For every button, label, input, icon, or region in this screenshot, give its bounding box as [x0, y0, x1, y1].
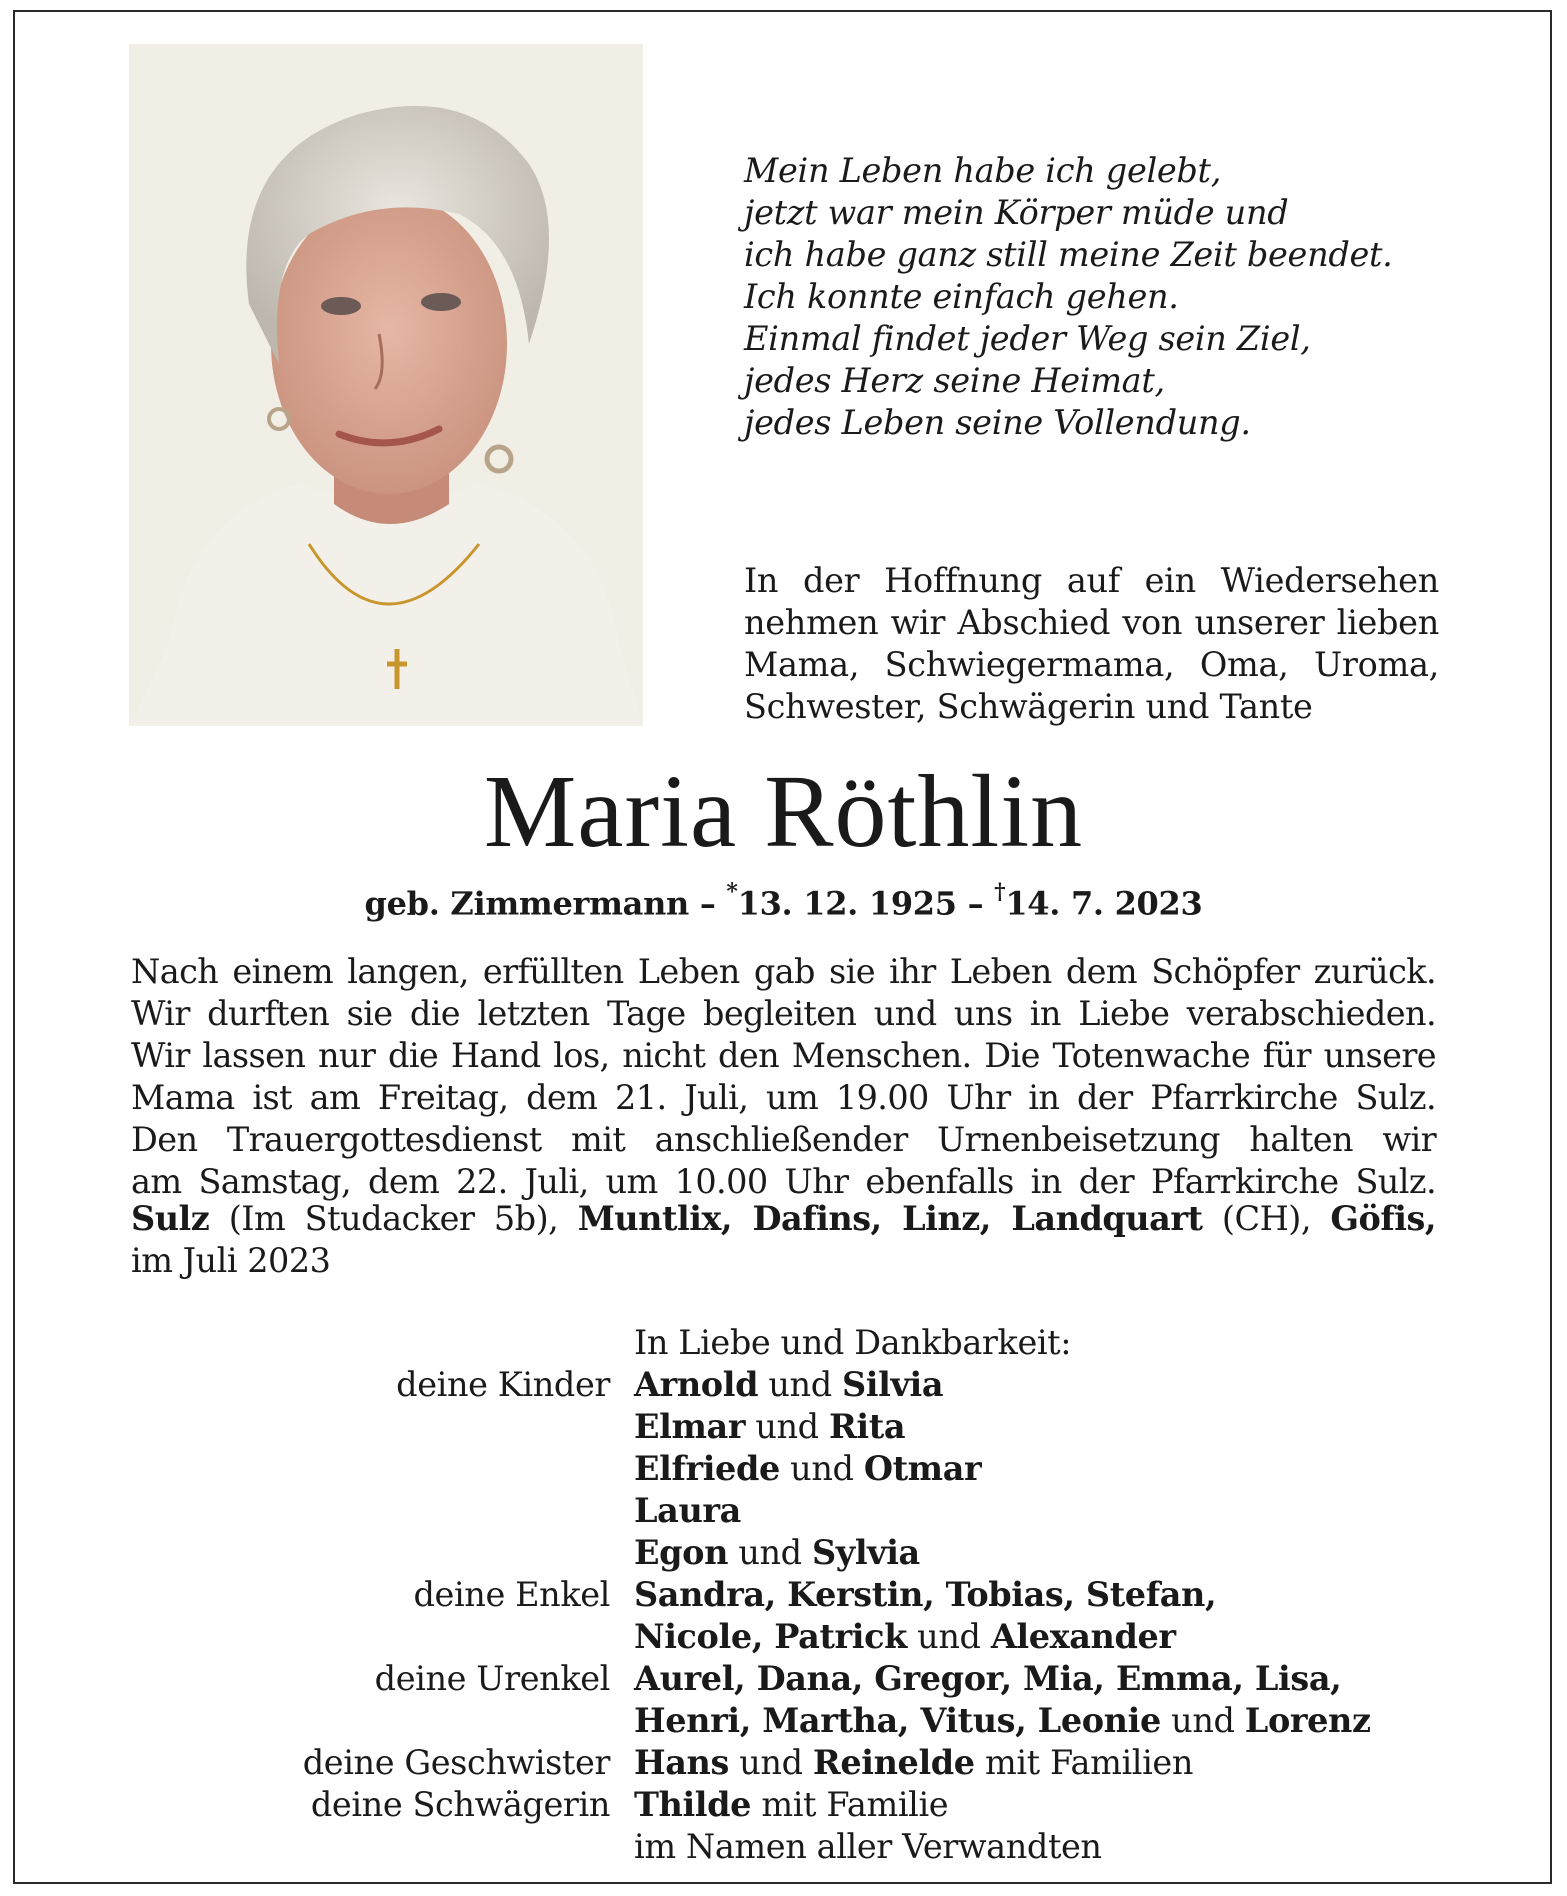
conjunction: und	[790, 1449, 854, 1488]
person-names: Aurel, Dana, Gregor, Mia, Emma, Lisa,	[634, 1659, 1342, 1698]
family-row	[0, 1700, 1567, 1742]
body-line: Wir durften sie die letzten Tage begleiten und uns in Liebe verabschieden.	[131, 994, 1436, 1033]
conjunction: und	[738, 1533, 802, 1572]
poem-line: Ich konnte einfach gehen.	[744, 277, 1179, 316]
person-name: Rita	[828, 1407, 906, 1446]
places-line	[131, 1198, 1436, 1240]
birth-date: 13. 12. 1925	[737, 884, 957, 923]
person-name: Otmar	[863, 1449, 982, 1488]
place-sulz: Sulz	[131, 1199, 210, 1238]
country-ch: (CH),	[1221, 1199, 1312, 1238]
person-name: Arnold	[634, 1365, 759, 1404]
body-line: Mama ist am Freitag, dem 21. Juli, um 19.00 Uhr in der Pfarrkirche Sulz.	[131, 1078, 1436, 1117]
conjunction: und	[739, 1743, 803, 1782]
person-names: Nicole, Patrick	[634, 1617, 907, 1656]
deceased-name: Maria Röthlin	[483, 754, 1084, 869]
poem-line: jedes Herz seine Heimat,	[744, 361, 1165, 400]
person-name: Lorenz	[1244, 1701, 1371, 1740]
family-row	[0, 1616, 1567, 1658]
conjunction: und	[768, 1365, 832, 1404]
dash: –	[699, 884, 716, 923]
body-line: Nach einem langen, erfüllten Leben gab sie ihr Leben dem Schöpfer zurück.	[131, 952, 1436, 991]
person-name: Hans	[634, 1743, 729, 1782]
place-goefis: Göfis,	[1330, 1199, 1437, 1238]
body-line: Den Trauergottesdienst mit anschließender Urnenbeisetzung halten wir	[131, 1120, 1436, 1159]
portrait-photo	[129, 44, 643, 726]
family-suffix: mit Familie	[761, 1785, 949, 1824]
family-row	[0, 1574, 1567, 1616]
poem-line: Mein Leben habe ich gelebt,	[744, 151, 1222, 190]
conjunction: und	[917, 1617, 981, 1656]
sulz-address: (Im Studacker 5b),	[228, 1199, 559, 1238]
family-row	[0, 1406, 1567, 1448]
poem-line: jedes Leben seine Vollendung.	[744, 403, 1251, 442]
person-name: Elmar	[634, 1407, 746, 1446]
person-name: Egon	[634, 1533, 729, 1572]
birth-symbol: *	[726, 879, 738, 905]
death-symbol: †	[994, 879, 1006, 905]
places-block	[131, 1198, 1436, 1282]
family-row	[0, 1826, 1567, 1868]
relation-label: deine Geschwister	[302, 1743, 610, 1782]
poem	[744, 150, 1464, 444]
closing-line: im Namen aller Verwandten	[634, 1827, 1102, 1866]
person-name: Silvia	[842, 1365, 944, 1404]
family-row	[0, 1532, 1567, 1574]
family-list	[0, 1322, 1567, 1868]
dates-line	[0, 874, 1567, 926]
person-name: Laura	[634, 1491, 741, 1530]
relation-label: deine Urenkel	[374, 1659, 610, 1698]
relation-label: deine Schwägerin	[310, 1785, 610, 1824]
family-row	[0, 1448, 1567, 1490]
conjunction: und	[1171, 1701, 1235, 1740]
person-name: Reinelde	[812, 1743, 975, 1782]
family-row	[0, 1490, 1567, 1532]
death-date: 14. 7. 2023	[1005, 884, 1203, 923]
person-name: Thilde	[634, 1785, 752, 1824]
family-row	[0, 1658, 1567, 1700]
person-names: Henri, Martha, Vitus, Leonie	[634, 1701, 1161, 1740]
body-text	[131, 951, 1436, 1203]
poem-line: Einmal findet jeder Weg sein Ziel,	[744, 319, 1311, 358]
relation-label: deine Kinder	[396, 1365, 610, 1404]
maiden-name: geb. Zimmermann	[364, 884, 690, 923]
family-row	[0, 1742, 1567, 1784]
family-row	[0, 1364, 1567, 1406]
poem-line: jetzt war mein Körper müde und	[744, 193, 1289, 232]
family-suffix: mit Familien	[984, 1743, 1194, 1782]
person-names: Sandra, Kerstin, Tobias, Stefan,	[634, 1575, 1217, 1614]
relation-label: deine Enkel	[413, 1575, 610, 1614]
place-towns: Muntlix, Dafins, Linz, Landquart	[577, 1199, 1203, 1238]
place-date: im Juli 2023	[131, 1241, 331, 1280]
body-line: Wir lassen nur die Hand los, nicht den Menschen. Die Totenwache für unsere	[131, 1036, 1436, 1075]
body-line: am Samstag, dem 22. Juli, um 10.00 Uhr ebenfalls in der Pfarrkirche Sulz.	[131, 1162, 1436, 1201]
person-name: Elfriede	[634, 1449, 780, 1488]
person-name: Alexander	[990, 1617, 1176, 1656]
conjunction: und	[755, 1407, 819, 1446]
dash: –	[967, 884, 984, 923]
family-heading: In Liebe und Dankbarkeit:	[634, 1323, 1072, 1362]
person-name: Sylvia	[811, 1533, 920, 1572]
family-row	[0, 1784, 1567, 1826]
intro-text: In der Hoffnung auf ein Wiedersehen nehmen wir Abschied von unserer lieben Mama, Schwiegermama, Oma, Uroma, Schwester, Schwägerin und Tante	[744, 561, 1439, 726]
poem-line: ich habe ganz still meine Zeit beendet.	[744, 235, 1393, 274]
